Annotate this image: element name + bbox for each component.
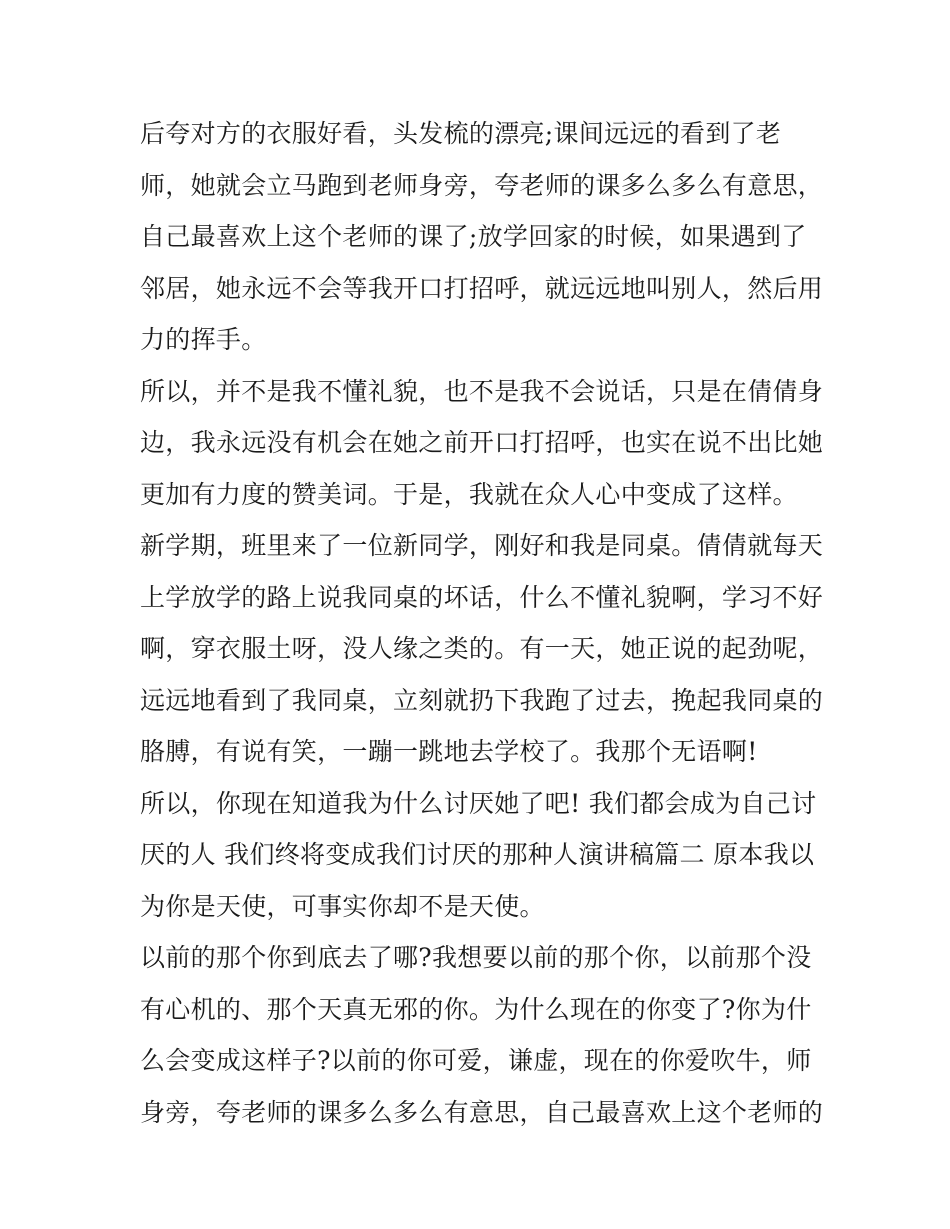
text-line: 为你是天使，可事实你却不是天使。 bbox=[140, 891, 545, 921]
text-line: 厌的人 我们终将变成我们讨厌的那种人演讲稿篇二 原本我以 bbox=[140, 840, 815, 869]
text-line: 师，她就会立马跑到老师身旁，夸老师的课多么多么有意思， bbox=[140, 170, 824, 200]
document-body bbox=[140, 108, 830, 1138]
text-line: 自己最喜欢上这个老师的课了;放学回家的时候，如果遇到了 bbox=[140, 222, 807, 251]
text-line: 以前的那个你到底去了哪?我想要以前的那个你，以前那个没 bbox=[140, 943, 812, 972]
text-line: 力的挥手。 bbox=[140, 325, 267, 354]
text-line: 么会变成这样子?以前的你可爱，谦虚，现在的你爱吹牛，师 bbox=[140, 1046, 812, 1075]
text-line: 所以，并不是我不懂礼貌，也不是我不会说话，只是在倩倩身 bbox=[140, 376, 824, 406]
text-line: 有心机的、那个天真无邪的你。为什么现在的你变了?你为什 bbox=[140, 994, 812, 1024]
text-line: 上学放学的路上说我同桌的坏话，什么不懂礼貌啊，学习不好 bbox=[140, 582, 824, 612]
text-line: 所以，你现在知道我为什么讨厌她了吧! 我们都会成为自己讨 bbox=[140, 788, 817, 818]
text-line: 啊，穿衣服土呀，没人缘之类的。有一天，她正说的起劲呢， bbox=[140, 634, 824, 663]
text-line: 更加有力度的赞美词。于是，我就在众人心中变成了这样。 bbox=[140, 479, 798, 509]
text-line: 身旁，夸老师的课多么多么有意思，自己最喜欢上这个老师的 bbox=[140, 1097, 824, 1127]
text-line: 边，我永远没有机会在她之前开口打招呼，也实在说不出比她 bbox=[140, 428, 824, 457]
text-line: 后夸对方的衣服好看，头发梳的漂亮;课间远远的看到了老 bbox=[140, 119, 782, 148]
text-line: 新学期，班里来了一位新同学，刚好和我是同桌。倩倩就每天 bbox=[140, 531, 824, 560]
text-line: 远远地看到了我同桌，立刻就扔下我跑了过去，挽起我同桌的 bbox=[140, 685, 824, 715]
text-line: 邻居，她永远不会等我开口打招呼，就远远地叫别人，然后用 bbox=[140, 273, 824, 303]
text-line: 胳膊，有说有笑，一蹦一跳地去学校了。我那个无语啊! bbox=[140, 737, 758, 766]
